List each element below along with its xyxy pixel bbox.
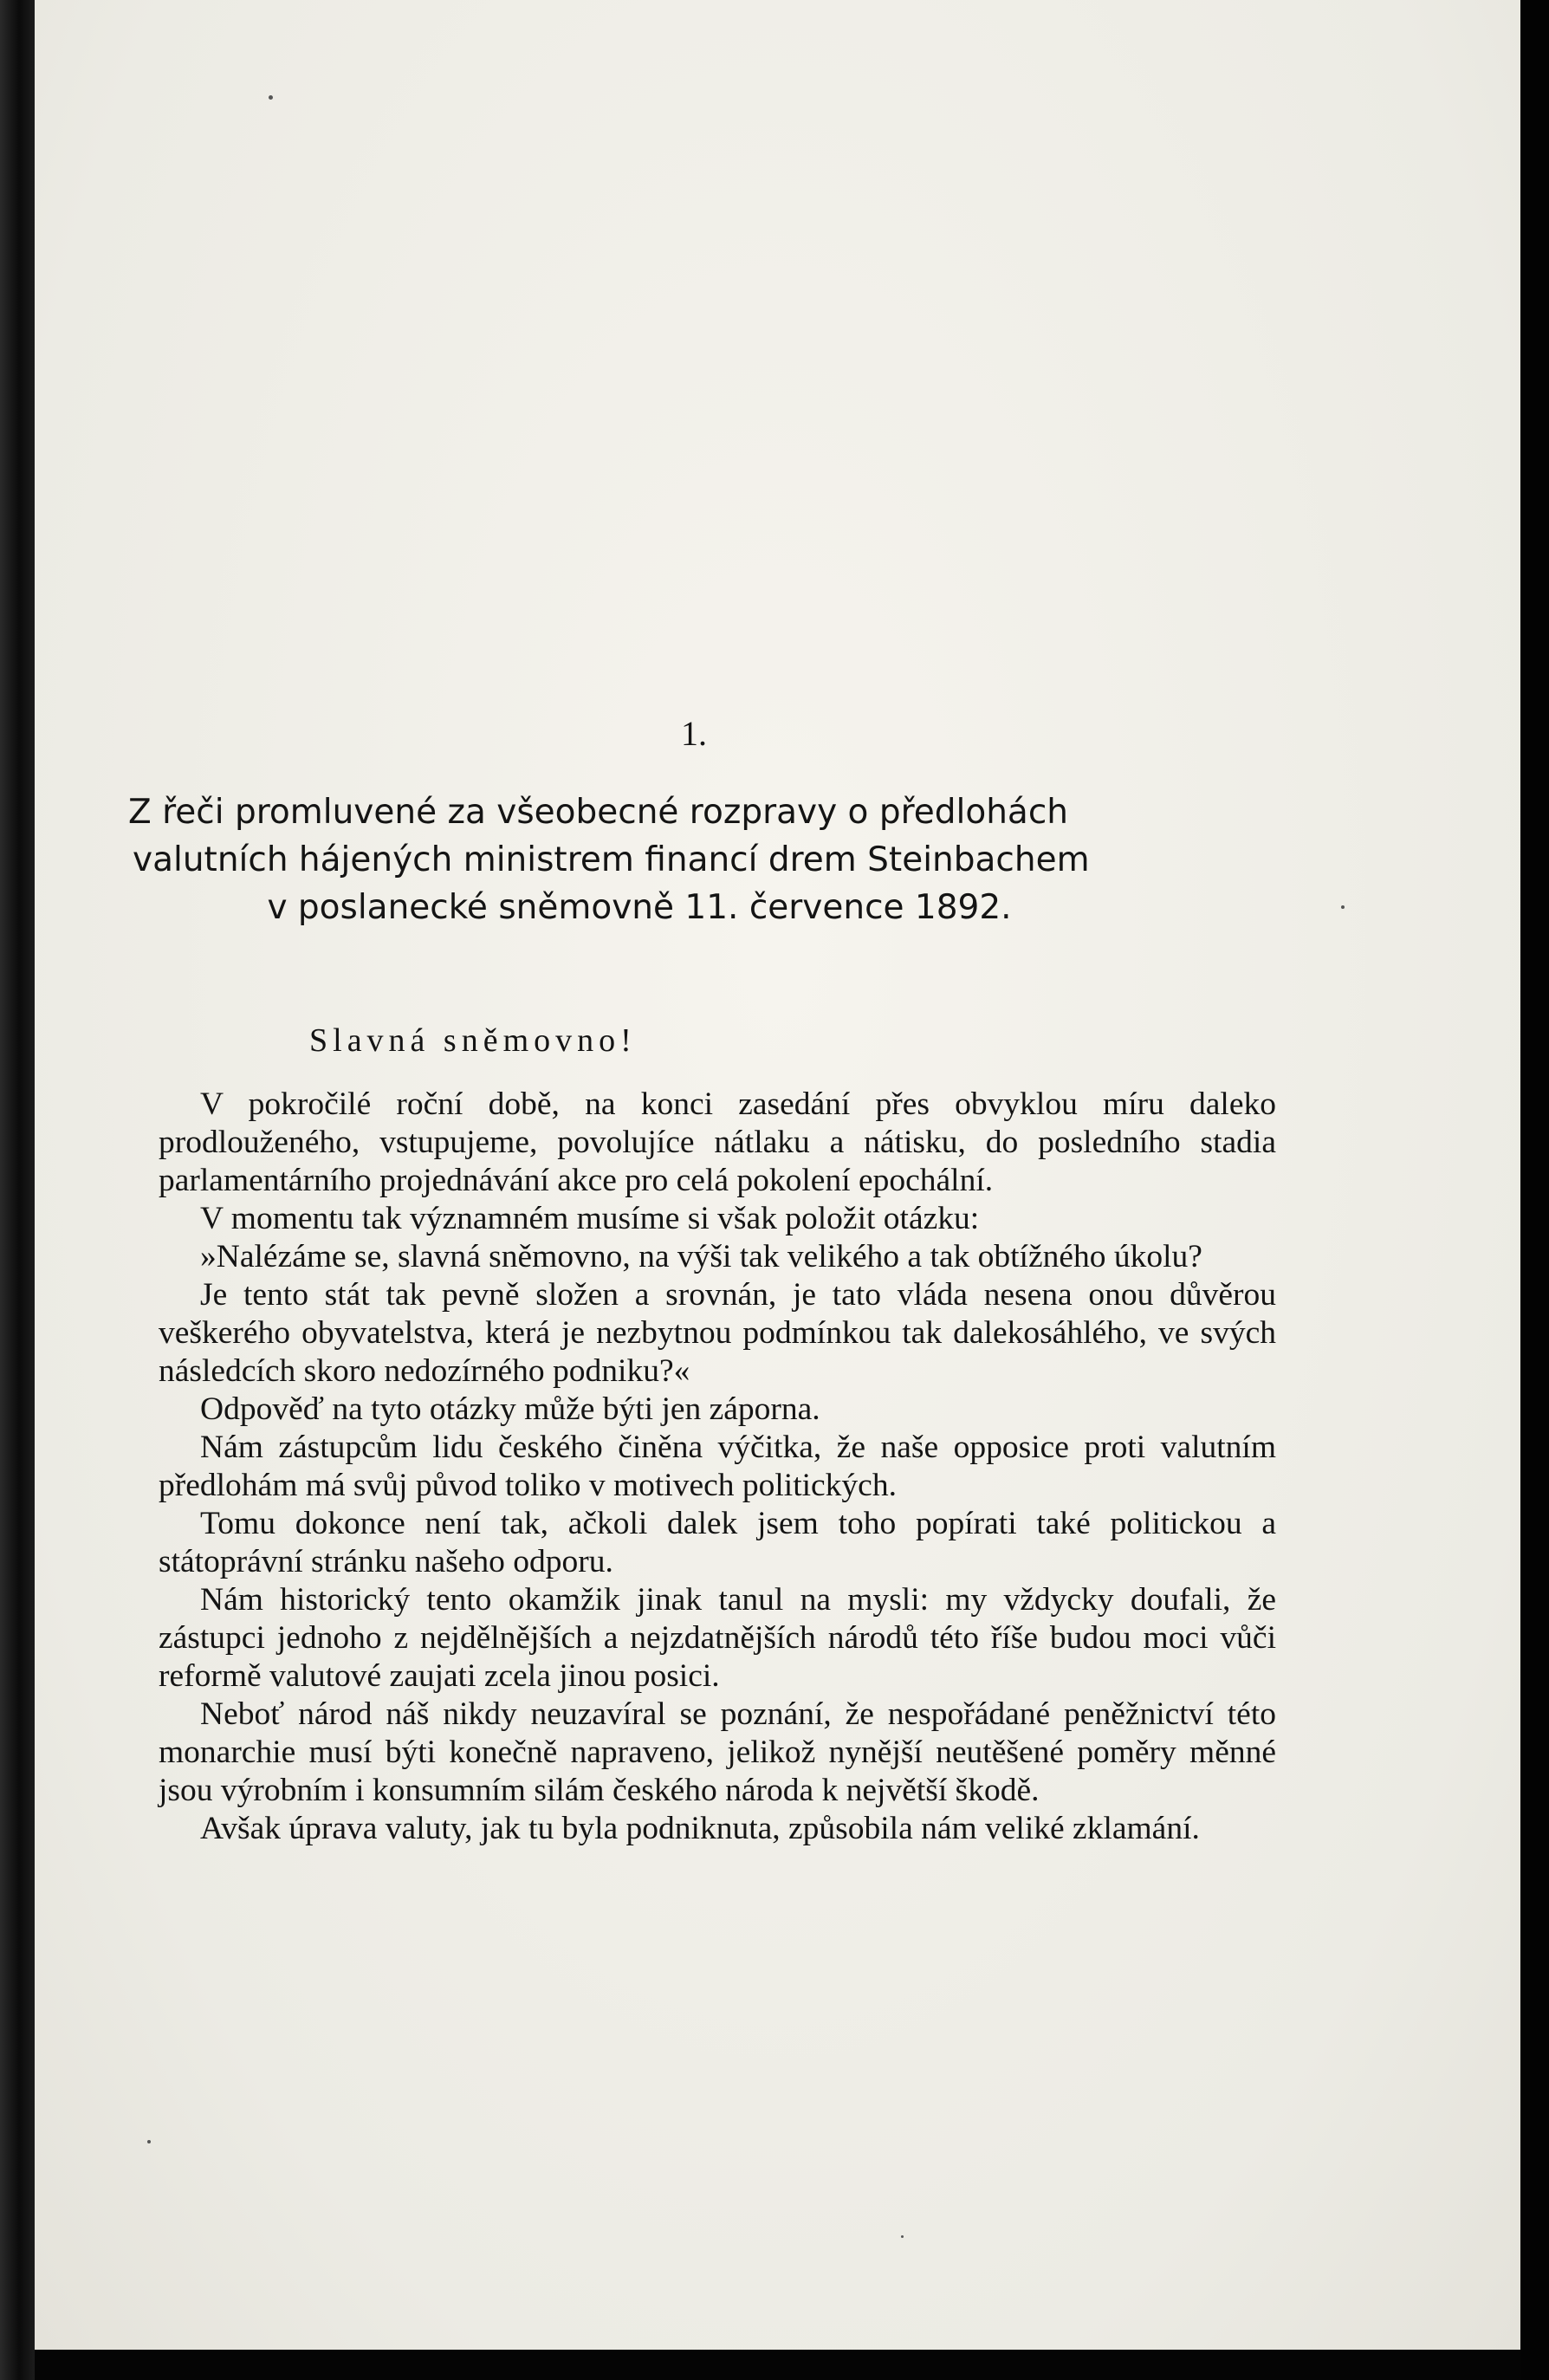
paper-speck [1341, 905, 1345, 909]
paragraph: Nám zástupcům lidu českého činěna výčitka, že naše opposice proti valutním předlohám má svůj původ toliko v motivech politických. [159, 1430, 1276, 1503]
paper-speck [901, 2235, 904, 2238]
scan-bottom-border [35, 2350, 1520, 2380]
paragraph: Nám historický tento okamžik jinak tanul na mysli: my vždycky doufali, že zástupci jednoho z nejdělnějších a nejzdatnějších národů této říše budou moci vůči reformě valutové zaujati zcela jinou posici. [159, 1582, 1276, 1694]
paper-speck [147, 2140, 151, 2143]
paragraph: Avšak úprava valuty, jak tu byla podniknuta, způsobila nám veliké zklamání. [200, 1811, 1200, 1846]
chapter-title [128, 788, 1289, 931]
speech-body [159, 1086, 1276, 1848]
paragraph: Tomu dokonce není tak, ačkoli dalek jsem toho popírati také politickou a státoprávní stránku našeho odporu. [159, 1506, 1276, 1579]
paragraph: V pokročilé roční době, na konci zasedání přes obvyklou míru daleko prodlouženého, vstupujeme, povolujíce nátlaku a nátisku, do posledního stadia parlamentárního projednávání akce pro celá pokolení epochální. [159, 1086, 1276, 1198]
scan-right-border [1520, 0, 1549, 2380]
paragraph: Je tento stát tak pevně složen a srovnán, je tato vláda nesena onou důvěrou veškerého obyvatelstva, která je nezbytnou podmínkou tak dalekosáhlého, ve svých následcích skoro nedozírného podniku?« [159, 1277, 1276, 1389]
page-number: 1. [681, 714, 707, 753]
scan-left-border [0, 0, 35, 2380]
paper-speck [269, 95, 273, 100]
paragraph: »Nalézáme se, slavná sněmovno, na výši tak velikého a tak obtížného úkolu? [200, 1239, 1202, 1274]
title-line: valutních hájených ministrem financí drem Steinbachem [133, 840, 1090, 879]
title-line: v poslanecké sněmovně 11. července 1892. [267, 888, 1012, 927]
salutation: Slavná sněmovno! [309, 1022, 637, 1059]
paragraph: Odpověď na tyto otázky může býti jen záporna. [200, 1391, 820, 1427]
title-line: Z řeči promluvené za všeobecné rozpravy o předlohách [128, 793, 1068, 832]
paragraph: Neboť národ náš nikdy neuzavíral se poznání, že nespořádané peněžnictví této monarchie musí býti konečně napraveno, jelikož nynější neutěšené poměry měnné jsou výrobním i konsumním silám českého národa k největší škodě. [159, 1696, 1276, 1808]
paragraph: V momentu tak významném musíme si však položit otázku: [200, 1201, 980, 1236]
